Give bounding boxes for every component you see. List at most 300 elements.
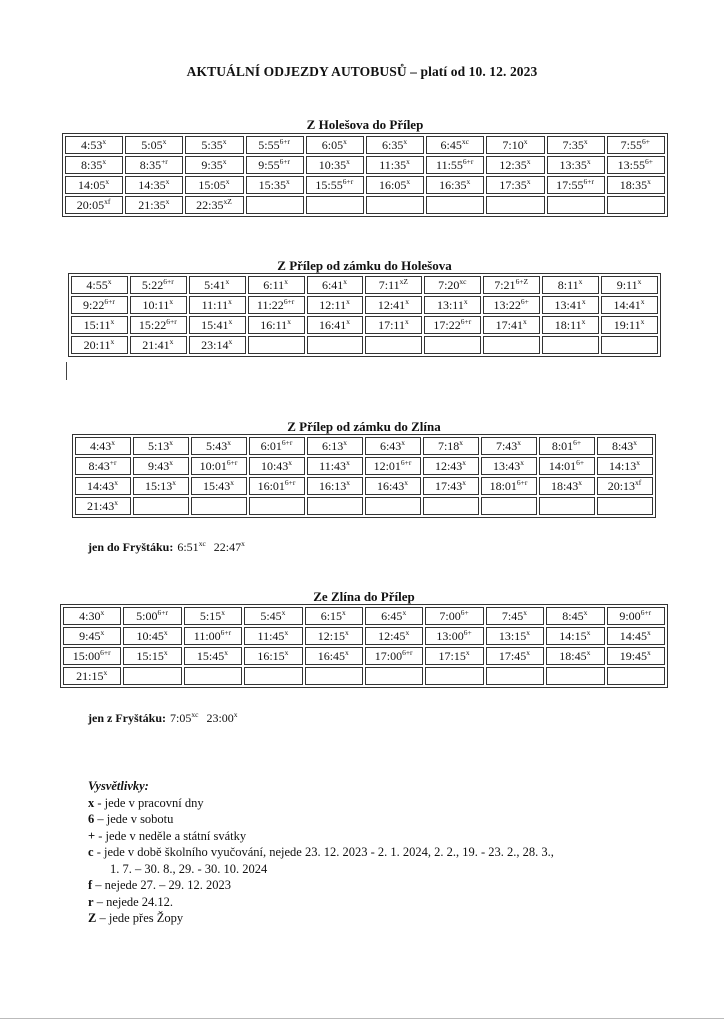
departure-time: 5:00 (136, 608, 158, 623)
departure-flags: x (586, 627, 591, 637)
departure-time: 17:15 (438, 648, 466, 663)
departure-time: 23:14 (201, 337, 229, 352)
legend-text: 1. 7. – 30. 8., 29. - 30. 10. 2024 (110, 861, 268, 876)
note-time-value: 7:05 (170, 711, 192, 725)
departure-flags: x (406, 176, 411, 186)
departure-flags: x (403, 136, 408, 146)
departure-cell (546, 647, 604, 665)
legend-item (88, 861, 554, 878)
departure-flags: x (640, 296, 645, 306)
departure-time: 4:43 (89, 438, 112, 453)
departure-cell (306, 196, 364, 214)
departure-time: 21:41 (142, 337, 170, 352)
departure-cell (481, 437, 537, 455)
departure-cell (65, 196, 123, 214)
departure-cell (601, 336, 658, 354)
note-times (170, 711, 246, 725)
departure-time: 14:45 (619, 628, 648, 643)
departure-flags: x (165, 176, 170, 186)
departure-cell (307, 336, 364, 354)
departure-flags: x (346, 156, 350, 166)
departure-flags: x (647, 647, 651, 657)
departure-cell (130, 296, 187, 314)
departure-cell (307, 276, 364, 294)
legend-text: – nejede 24.12. (93, 894, 174, 909)
departure-time: 5:55 (258, 137, 280, 152)
departure-cell (366, 156, 424, 174)
departure-cell (65, 176, 123, 194)
departure-flags: 6+r (166, 316, 177, 326)
departure-cell (191, 437, 247, 455)
departure-time: 17:43 (434, 478, 463, 493)
departure-time: 15:35 (258, 177, 286, 192)
departure-time: 18:35 (619, 177, 648, 192)
departure-flags: 6+r (342, 176, 354, 186)
note-label: jen z Fryštáku: (88, 711, 166, 725)
departure-cell (248, 316, 305, 334)
departure-time: 20:11 (83, 337, 111, 352)
departure-time: 9:43 (147, 458, 170, 473)
departure-time: 8:43 (88, 458, 110, 473)
departure-time: 8:43 (611, 438, 634, 453)
departure-cell (547, 136, 605, 154)
departure-flags: xZ (223, 196, 232, 206)
departure-time: 18:43 (550, 478, 579, 493)
legend-text: - jede v pracovní dny (94, 795, 204, 810)
departure-flags: x (578, 477, 583, 487)
departure-cell (426, 196, 484, 214)
departure-flags: x (526, 627, 530, 637)
departure-cell (365, 437, 421, 455)
departure-cell (425, 627, 483, 645)
departure-flags: 6+r (220, 627, 232, 637)
departure-cell (184, 667, 242, 685)
departure-cell (249, 497, 305, 515)
departure-cell (365, 477, 421, 495)
departure-flags: 6+r (283, 296, 295, 306)
departure-cell (244, 627, 302, 645)
departure-flags: x (462, 477, 467, 487)
legend-code: Z (88, 911, 97, 925)
departure-cell (191, 457, 247, 475)
departure-flags: x (169, 336, 174, 346)
departure-flags: x (343, 136, 347, 146)
departure-time: 8:35 (81, 157, 103, 172)
departure-flags: x (114, 477, 119, 487)
departure-flags: 6+r (460, 316, 472, 326)
departure-cell (189, 336, 246, 354)
departure-cell (542, 296, 599, 314)
departure-flags: x (345, 627, 349, 637)
departure-flags: x (100, 627, 105, 637)
timetable-row (71, 276, 658, 294)
departure-time: 13:41 (554, 297, 582, 312)
departure-time: 7:21 (494, 277, 516, 292)
departure-time: 9:35 (201, 157, 223, 172)
legend-item (88, 844, 554, 861)
departure-flags: x (221, 607, 226, 617)
departure-flags: x (110, 336, 115, 346)
departure-time: 16:15 (257, 648, 285, 663)
departure-cell (249, 457, 305, 475)
departure-cell (305, 607, 363, 625)
departure-flags: x (281, 607, 286, 617)
departure-flags: 6+r (516, 477, 528, 487)
departure-cell (365, 316, 422, 334)
timetable-row (63, 647, 665, 665)
departure-cell (75, 437, 131, 455)
departure-cell (539, 437, 595, 455)
legend-item (88, 877, 554, 894)
legend-code: r (88, 894, 94, 909)
departure-flags: 6+ (460, 607, 469, 617)
departure-flags: 6+r (462, 156, 474, 166)
departure-time: 13:55 (617, 157, 646, 172)
departure-flags: x (343, 276, 348, 286)
departure-time: 14:35 (138, 177, 166, 192)
departure-cell (246, 136, 304, 154)
departure-cell (63, 667, 121, 685)
note-time-flags: xc (191, 710, 199, 719)
departure-cell (125, 176, 183, 194)
departure-time: 7:20 (438, 277, 460, 292)
departure-cell (365, 647, 423, 665)
departure-flags: x (647, 627, 651, 637)
departure-flags: 6+r (281, 437, 293, 447)
departure-cell (63, 627, 121, 645)
departure-flags: x (224, 647, 229, 657)
departure-time: 16:05 (378, 177, 407, 192)
legend-text: - jede v době školního vyučování, nejede 23. 12. 2023 - 2. 1. 2024, 2. 2., 19. - 23. 2., 28. 3., (93, 845, 554, 859)
departure-flags: xf (104, 196, 111, 206)
departure-cell (365, 627, 423, 645)
departure-flags: 6+r (157, 607, 168, 617)
departure-cell (483, 276, 540, 294)
departure-cell (597, 457, 653, 475)
departure-time: 19:11 (613, 317, 641, 332)
legend-text: – jede přes Žopy (96, 911, 184, 925)
departure-time: 5:41 (204, 277, 226, 292)
departure-cell (244, 607, 302, 625)
departure-cell (425, 667, 483, 685)
departure-flags: x (586, 647, 591, 657)
departure-cell (607, 196, 665, 214)
departure-time: 16:13 (318, 478, 347, 493)
page-bottom-rule (0, 1018, 724, 1019)
departure-flags: x (346, 296, 350, 306)
departure-time: 21:15 (76, 668, 104, 683)
departure-time: 15:05 (198, 177, 226, 192)
departure-flags: x (465, 647, 470, 657)
timetable-prilepy-holesov (68, 273, 661, 357)
departure-time: 6:15 (320, 608, 343, 623)
departure-cell (542, 336, 599, 354)
note-time-value: 22:47 (213, 540, 242, 554)
departure-cell (130, 276, 187, 294)
departure-cell (365, 667, 423, 685)
departure-time: 15:41 (201, 317, 229, 332)
departure-flags: x (169, 437, 174, 447)
departure-flags: x (404, 477, 409, 487)
note-time-value: 6:51 (177, 540, 199, 554)
departure-time: 7:55 (620, 137, 643, 152)
legend-code: + (88, 828, 96, 843)
legend-item (88, 894, 554, 911)
legend-code: x (88, 795, 95, 810)
departure-flags: x (165, 196, 170, 206)
departure-time: 5:22 (141, 277, 164, 292)
legend-title: Vysvětlivky: (88, 779, 149, 793)
departure-time: 12:15 (317, 628, 346, 643)
departure-cell (597, 497, 653, 515)
departure-cell (486, 667, 544, 685)
departure-cell (130, 316, 187, 334)
departure-time: 10:01 (199, 458, 227, 473)
departure-cell (539, 497, 595, 515)
departure-flags: x (222, 156, 227, 166)
departure-cell (607, 627, 665, 645)
departure-time: 7:35 (562, 137, 584, 152)
departure-cell (547, 196, 605, 214)
departure-cell (607, 136, 665, 154)
departure-flags: x (230, 477, 235, 487)
departure-flags: x (466, 176, 471, 186)
departure-flags: x (222, 136, 227, 146)
departure-cell (191, 477, 247, 495)
departure-cell (597, 477, 653, 495)
section-title-prilepy-zlin: Z Přílep od zámku do Zlína (287, 419, 441, 434)
departure-time: 9:11 (616, 277, 638, 292)
departure-time: 6:11 (263, 277, 285, 292)
departure-cell (366, 176, 424, 194)
legend-item (88, 795, 554, 812)
departure-flags: x (285, 176, 290, 186)
departure-time: 11:45 (257, 628, 285, 643)
timetable-row (63, 607, 665, 625)
departure-time: 21:43 (86, 498, 115, 513)
timetable-holesov-prilepy (62, 133, 668, 217)
timetable-row (71, 316, 658, 334)
departure-time: 6:01 (260, 438, 282, 453)
legend-code: f (88, 878, 93, 892)
departure-cell (185, 136, 243, 154)
departure-flags: x (107, 276, 112, 286)
departure-time: 15:55 (315, 177, 343, 192)
departure-flags: x (346, 457, 350, 467)
note-time-flags: xc (198, 539, 206, 548)
departure-cell (486, 607, 544, 625)
departure-cell (185, 196, 243, 214)
departure-time: 17:11 (378, 317, 405, 332)
departure-flags: x (228, 316, 233, 326)
departure-cell (246, 176, 304, 194)
departure-flags: x (583, 136, 588, 146)
departure-cell (244, 667, 302, 685)
timetable-row (75, 437, 653, 455)
departure-time: 5:35 (201, 137, 223, 152)
departure-cell (424, 336, 481, 354)
departure-flags: x (637, 276, 642, 286)
departure-time: 7:43 (495, 438, 518, 453)
departure-flags: x (103, 667, 108, 677)
note-time-value: 23:00 (206, 711, 234, 725)
departure-flags: x (523, 136, 528, 146)
departure-cell (307, 457, 363, 475)
departure-cell (607, 156, 665, 174)
departure-cell (189, 296, 246, 314)
departure-cell (71, 336, 128, 354)
departure-cell (65, 136, 123, 154)
departure-flags: x (100, 607, 105, 617)
departure-time: 21:35 (138, 197, 166, 212)
departure-flags: x (346, 477, 351, 487)
departure-time: 14:05 (78, 177, 106, 192)
departure-cell (486, 156, 544, 174)
legend-code: c (88, 845, 94, 859)
departure-flags: x (463, 296, 468, 306)
timetable-row (65, 176, 665, 194)
departure-cell (249, 437, 305, 455)
departure-cell (307, 316, 364, 334)
departure-cell (423, 497, 479, 515)
departure-cell (423, 477, 479, 495)
departure-cell (248, 296, 305, 314)
departure-time: 9:55 (258, 157, 280, 172)
departure-time: 15:43 (202, 478, 231, 493)
departure-time: 10:43 (260, 458, 289, 473)
departure-cell (125, 136, 183, 154)
departure-flags: x (227, 437, 232, 447)
departure-cell (486, 627, 544, 645)
departure-flags: x (225, 176, 230, 186)
departure-flags: x (404, 316, 409, 326)
departure-flags: xZ (399, 276, 409, 286)
departure-cell (133, 437, 189, 455)
departure-cell (248, 336, 305, 354)
departure-time: 12:45 (378, 628, 406, 643)
departure-flags: x (402, 607, 407, 617)
departure-time: 5:13 (147, 438, 170, 453)
legend-item (88, 910, 554, 927)
departure-time: 8:45 (562, 608, 584, 623)
departure-flags: x (105, 176, 110, 186)
departure-cell (307, 437, 363, 455)
departure-flags: x (459, 437, 464, 447)
departure-time: 9:00 (619, 608, 641, 623)
departure-time: 16:35 (439, 177, 467, 192)
departure-time: 6:13 (321, 438, 344, 453)
departure-time: 6:45 (381, 608, 403, 623)
departure-time: 8:35 (139, 157, 162, 172)
timetable-row (65, 156, 665, 174)
departure-time: 7:18 (437, 438, 460, 453)
departure-time: 14:43 (86, 478, 115, 493)
departure-flags: x (114, 497, 119, 507)
departure-cell (547, 176, 605, 194)
timetable-row (63, 627, 665, 645)
departure-flags: x (406, 156, 410, 166)
timetable-row (75, 477, 653, 495)
departure-time: 14:15 (559, 628, 587, 643)
departure-cell (133, 457, 189, 475)
departure-time: 7:11 (378, 277, 400, 292)
departure-flags: x (526, 156, 531, 166)
note-time-flags: x (241, 539, 245, 548)
departure-cell (75, 457, 131, 475)
departure-time: 16:45 (317, 648, 346, 663)
departure-flags: x (346, 316, 351, 326)
departure-cell (71, 316, 128, 334)
departure-cell (424, 296, 481, 314)
note-time (177, 540, 205, 554)
departure-cell (546, 627, 604, 645)
departure-cell (189, 276, 246, 294)
departure-cell (249, 477, 305, 495)
departure-time: 17:35 (499, 177, 527, 192)
departure-time: 16:41 (318, 317, 347, 332)
departure-time: 11:55 (436, 157, 463, 172)
departure-cell (123, 647, 181, 665)
departure-time: 13:22 (493, 297, 521, 312)
departure-cell (486, 196, 544, 214)
departure-cell (191, 497, 247, 515)
departure-cell (248, 276, 305, 294)
departure-cell (601, 296, 658, 314)
departure-cell (244, 647, 302, 665)
departure-time: 5:43 (205, 438, 228, 453)
legend-items (88, 795, 554, 927)
departure-cell (539, 457, 595, 475)
departure-flags: 6+ (520, 296, 529, 306)
departure-cell (365, 457, 421, 475)
note-time (214, 540, 245, 554)
departure-flags: x (583, 607, 588, 617)
departure-flags: 6+r (400, 457, 412, 467)
departure-cell (365, 296, 422, 314)
departure-cell (483, 296, 540, 314)
departure-flags: x (345, 647, 349, 657)
departure-cell (607, 647, 665, 665)
departure-flags: 6+r (163, 276, 174, 286)
departure-cell (607, 667, 665, 685)
departure-cell (424, 316, 481, 334)
departure-cell (365, 276, 422, 294)
legend-item (88, 811, 554, 828)
departure-cell (306, 176, 364, 194)
departure-flags: 6+ (463, 627, 472, 637)
timetable-row (71, 336, 658, 354)
departure-cell (130, 336, 187, 354)
departure-time: 13:11 (436, 297, 464, 312)
departure-flags: 6+r (226, 457, 238, 467)
stray-line (66, 362, 67, 380)
timetable-row (75, 457, 653, 475)
departure-cell (65, 156, 123, 174)
departure-flags: 6+r (100, 647, 111, 657)
departure-flags: x (633, 437, 638, 447)
departure-cell (546, 667, 604, 685)
legend (88, 778, 554, 927)
legend-text: - jede v neděle a státní svátky (95, 828, 247, 843)
departure-flags: x (163, 647, 168, 657)
departure-cell (246, 196, 304, 214)
departure-cell (123, 607, 181, 625)
departure-flags: x (287, 316, 291, 326)
departure-flags: 6+r (402, 647, 413, 657)
departure-cell (184, 647, 242, 665)
note-time-flags: x (233, 710, 238, 719)
departure-time: 17:22 (433, 317, 461, 332)
